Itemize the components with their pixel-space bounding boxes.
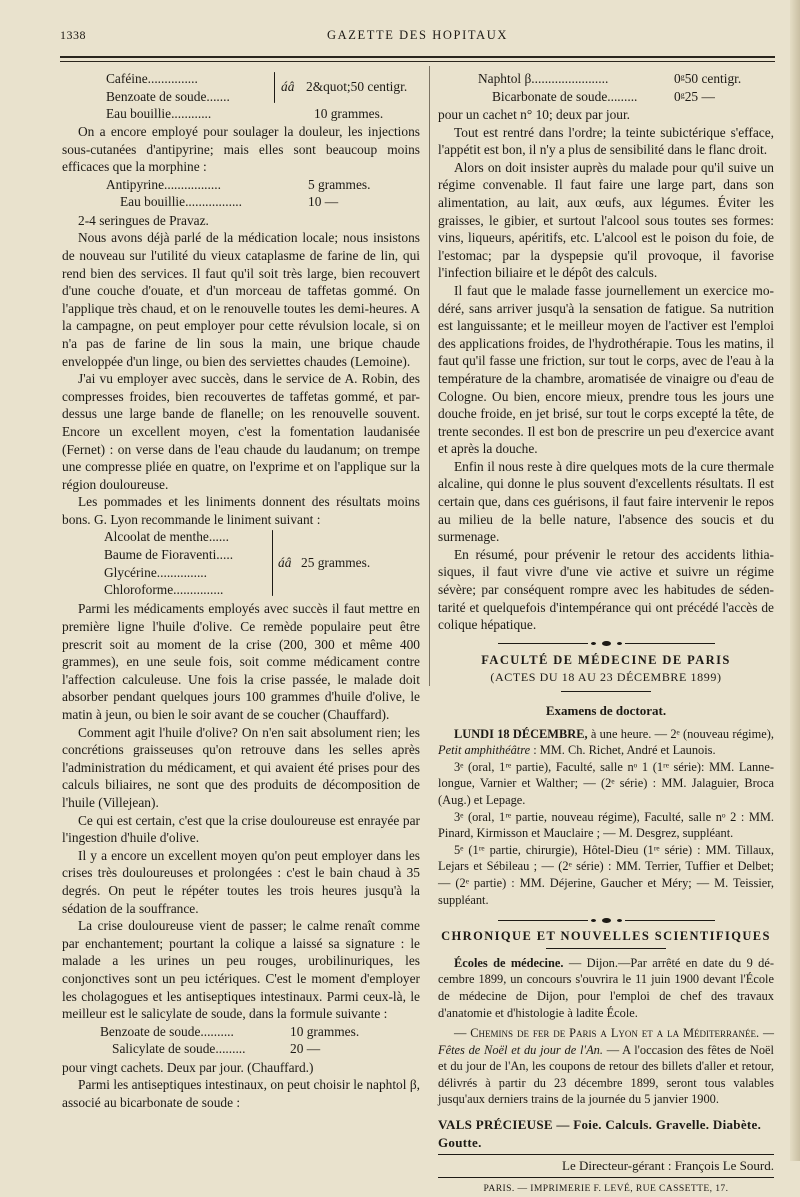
rx-dose: 25 grammes. [301,555,371,571]
section-title-chronique: CHRONIQUE ET NOUVELLES SCIENTIFIQUES [441,929,771,944]
short-rule [561,691,651,692]
short-rule [546,948,666,949]
exam-entry: 3ᵉ (oral, 1ʳᵉ partie), Faculté, salle nᵒ 1 (1ʳᵉ série): MM. Lannelongue, Varnier et Walther; — (2ᵉ série) : MM. Jalaguier, Broca (Aug.) et Lepage. [438,759,774,807]
paragraph: Alors on doit insister auprès du malade pour qu'il suive un régime convenable. Il faut faire une large part, dans son alimentation, au lait, aux œufs, aux légumes. Éviter les graisses, le gibier, et surtout l'alcool sous toutes ses formes: vins, liqueurs, apéritifs, etc. L'alcool est le poison du foie, de l'estomac; par la dyspepsie qu'il provoque, il favorise l'infection biliaire et le dépôt des calculs. [438,159,774,281]
page-number: 1338 [60,28,86,42]
rx-dose: 5 grammes. [308,176,371,192]
journal-title: GAZETTE DES HOPITAUX [327,28,508,42]
news-list [438,955,774,1108]
paragraph: Enfin il nous reste à dire quelques mots de la cure thermale alcaline, qui donne le plus souvent d'excellents résultats. Il est certain que, dans ces guérisons, il faut faire intervenir le repos au milieu de la belle nature, l'absence des soucis et du surmenage. [438,458,774,545]
ana-mark: áâ [281,79,295,94]
right-column [438,70,774,1197]
brace [274,72,275,103]
ana-mark: áâ [278,555,292,571]
rx-dose: 0ᵍ25 — [674,88,715,104]
rx-dose: 0ᵍ50 centigr. [674,71,742,86]
brace [272,530,273,596]
paragraph: Il y a encore un excellent moyen qu'on peut employer dans les crises très douloureuses et prolongées : c'est le bain chaud à 35 degrés. On peut le répéter toutes les trois heures jusqu'à la sédation de la souffrance. [62,847,420,916]
rx-line: Antipyrine................. [106,176,221,192]
rx-line: Baume de Fioraventi..... [104,547,234,563]
paragraph: On a encore employé pour soulager la douleur, les injections sous-cutanées d'antipyrine; mais elles sont beaucoup moins efficaces que la morphine : [62,124,420,175]
exam-list [438,726,774,909]
exam-entry: LUNDI 18 DÉCEMBRE, à une heure. — 2ᵉ (nouveau régime), Petit amphithéâtre : MM. Ch. Richet, André et Launois. [438,726,774,758]
exam-entry: 5ᵉ (1ʳᵉ partie, chirurgie), Hôtel-Dieu (1ʳᵉ série) : MM. Tillaux, Lejars et Sébileau ; — (2ᵉ série) : MM. Terrier, Tuffier et Delbet; — (2ᵉ partie) : MM. Déjerine, Gaucher et Méry; — M. Teissier, suppléant. [438,842,774,907]
paragraph: Ce qui est certain, c'est que la crise douloureuse est enrayée par l'ingestion d'huile d'olive. [62,812,420,846]
header-rule-thin [60,61,775,62]
header-rule-thick [60,56,775,58]
ornament-divider [438,638,774,650]
paragraph: La crise douloureuse vient de passer; le calme renaît comme par enchantement; pourtant la colique a laissé sa signature : le malade a les urines un peu rouges, urobilinuriques, les conjonctives sont un peu ictériques. C'est le moment d'employer les cholagogues et les antiseptiques intestinaux. Parmi ceux-là, le meilleur est le salicylate de soude, dans la formule suivante : [62,918,420,1022]
left-column [62,70,420,1112]
rx-line: Benzoate de soude.......... [100,1023,234,1039]
prescription-liniment [104,528,420,600]
rx-line: Eau bouillie................. [120,194,242,210]
ornament-divider [438,914,774,926]
rx-note: pour vingt cachets. Deux par jour. (Chauffard.) [62,1059,314,1075]
prescription-salicylate [100,1023,420,1059]
news-item: Écoles de médecine. — Dijon.—Par arrêté en date du 9 décembre 1899, un concours s'ouvrira le 11 juin 1900 devant l'École de médecine de Dijon, pour l'emploi de chef des travaux d'anatomie et d'histologie à ladite École. [438,955,774,1020]
column-divider [429,66,430,686]
exam-date: LUNDI 18 DÉCEMBRE, [454,726,588,741]
rx-line: Alcoolat de menthe...... [104,529,229,545]
paragraph: Parmi les antiseptiques intestinaux, on peut choisir le naphtol β, associé au bicarbonate de soude : [62,1077,420,1110]
paragraph: En résumé, pour prévenir le retour des accidents lithiasiques, il faut vivre d'une vie active et suivre un régime sévère; par conséquent rompre avec les habitudes de sédentarité et quelquefois d'intempérance qui ont précédé l'accès de colique hépatique. [438,546,774,633]
page-edge-shadow [790,0,800,1161]
running-header [60,28,775,52]
rx-line: Chloroforme............... [104,582,224,598]
rx-line: Salicylate de soude......... [112,1041,246,1057]
rx-line: Benzoate de soude....... [106,88,230,104]
rx-dose: 10 grammes. [314,106,384,122]
paragraph: Comment agit l'huile d'olive? On n'en sait absolument rien; les concrétions graisseuses qu'on retrouve dans les selles après l'administration du médicament, et qui avaient été prises pour des calculs biliaires, ne sont que des produits de décomposition de l'huile (Villejean). [62,724,420,810]
paragraph: Il faut que le malade fasse journellement un exercice modéré, sans arriver jusqu'à la sensation de fatigue. Sa nutrition est languissante; et le meilleur moyen de l'activer est l'emploi des applications froides, de l'hydrothérapie. Tous les matins, il faut qu'il fasse une friction, sur tout le corps, avec de l'eau à la température de la chambre, aromatisée de vinaigre ou d'eau de Cologne. Ou bien, encore mieux, prendre tous les jours une douche froide, en jet brisé, sur tout le corps excepté la tête, de trente secondes. Il est bon de prescrire un peu d'exercice avant et après la douche. [438,282,774,457]
prescription-antipyrine [106,176,420,212]
rx-line: Eau bouillie............ [106,106,212,122]
paragraph: Tout est rentré dans l'ordre; la teinte subictérique s'efface, l'appétit est bon, il n'y a plus de sensibilité dans le flanc droit. [438,124,774,158]
rx-note: pour un cachet n° 10; deux par jour. [438,107,631,122]
rx-dose: 2&quot;50 centigr. [306,79,408,94]
rx-line: Bicarbonate de soude......... [492,88,638,104]
prescription-naphtol [478,70,774,106]
section-subtitle: (ACTES DU 18 AU 23 DÉCEMBRE 1899) [490,670,722,685]
rx-dose: 10 grammes. [290,1023,360,1039]
rx-dose: 10 — [308,194,339,210]
rx-line: Caféine............... [106,71,198,86]
rx-line: Naphtol β....................... [478,71,609,86]
footer-rule [438,1177,774,1178]
news-item: — Chemins de fer de Paris a Lyon et a la Méditerranée. — Fêtes de Noël et du jour de l'An. — A l'occasion des fêtes de Noël et du jour de l'An, les coupons de retour des billets d'aller et retour, délivrés à partir du 23 décembre 1899, seront tous valables jusqu'aux derniers trains de la journée du 5 janvier 1900. [438,1026,774,1107]
paragraph: Nous avons déjà parlé de la médication locale; nous insistons de nouveau sur l'utilité du vieux cataplasme de farine de lin, qui rend bien des services. Il faut qu'il soit très large, bien recouvert d'une couche d'ouate, et d'un morceau de taffetas gommé. On l'applique très chaud, et on le renouvelle toutes les demi-heures. A la campagne, on peut employer pour cette révulsion locale, si on n'a pas de farine de lin sous la main, une brique chaude enveloppée d'un linge, ou bien des serviettes chaudes (Lemoine). [62,230,420,369]
advertisement-vals: VALS PRÉCIEUSE — Foie. Calculs. Gravelle. Diabète. Goutte. [438,1117,762,1150]
paragraph: Parmi les médicaments employés avec succès il faut mettre en première ligne l'huile d'olive. Ce remède populaire peut être prescrit soit au moment de la crise (200, 300 et même 400 grammes), en une seule fois, soit comme médicament contre l'affection calculeuse. Une fois la crise passée, le malade doit absorber pendant quelques jours 100 grammes d'huile d'olive, le matin à jeun, ou bien le soir avant de se coucher (Chauffard). [62,601,420,723]
imprint-line: PARIS. — IMPRIMERIE F. LEVÉ, RUE CASSETTE, 17. [483,1182,729,1194]
paragraph: Les pommades et les liniments donnent des résultats moins bons. G. Lyon recommande le liniment suivant : [62,494,420,527]
paragraph: J'ai vu employer avec succès, dans le service de A. Robin, des compresses froides, bien recouvertes de taffetas gommé, et par-dessus une large bande de flanelle; on les renouvelle souvent. Encore un excellent moyen, c'est la fomentation laudanisée (Fernet) : on verse dans de l'eau chaude du laudanum; on trempe une compresse pliée en quatre, on l'exprime et on l'applique sur la région douloureuse. [62,371,420,492]
exam-entry: 3ᵉ (oral, 1ʳᵉ partie, nouveau régime), Faculté, salle nᵒ 2 : MM. Pinard, Kirmisson et Mauclaire ; — M. Desgrez, suppléant. [438,809,774,841]
director-line: Le Directeur-gérant : François Le Sourd. [562,1158,774,1174]
rx-note: 2-4 seringues de Pravaz. [78,212,209,228]
exam-heading: Examens de doctorat. [545,703,667,718]
prescription-caffeine [106,70,420,123]
rx-dose: 20 — [290,1041,321,1057]
footer-rule [438,1154,774,1155]
section-title-faculte: FACULTÉ DE MÉDECINE DE PARIS [481,652,731,667]
rx-line: Glycérine............... [104,564,208,580]
